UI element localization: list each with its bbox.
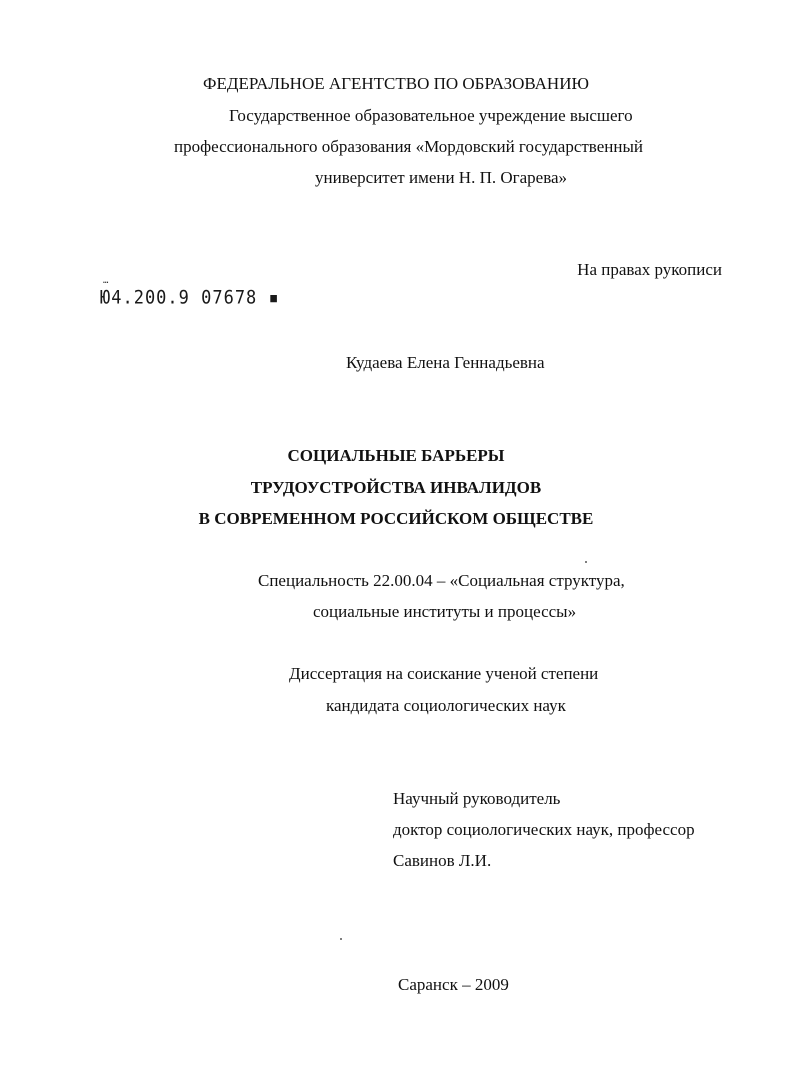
dissertation-title-line-1: СОЦИАЛЬНЫЕ БАРЬЕРЫ: [287, 446, 505, 465]
library-stamp-number: Ю4.200.9 07678 ▪: [100, 287, 280, 309]
dissertation-title-line-2: ТРУДОУСТРОЙСТВА ИНВАЛИДОВ: [250, 478, 542, 497]
specialty-line-2: социальные институты и процессы»: [313, 602, 577, 621]
stamp-marks: …: [103, 276, 110, 286]
author-name: Кудаева Елена Геннадьевна: [346, 353, 545, 372]
place-year: Саранск – 2009: [398, 975, 509, 994]
degree-line-2: кандидата социологических наук: [326, 696, 566, 715]
institution-line-3: университет имени Н. П. Огарева»: [315, 168, 568, 187]
advisor-degree: доктор социологических наук, профессор: [393, 820, 695, 839]
manuscript-note: На правах рукописи: [577, 260, 722, 279]
specialty-line-1: Специальность 22.00.04 – «Социальная структура,: [258, 571, 625, 590]
advisor-name: Савинов Л.И.: [393, 851, 492, 870]
institution-line-1: Государственное образовательное учреждение высшего: [229, 106, 633, 125]
degree-line-1: Диссертация на соискание ученой степени: [289, 664, 599, 683]
institution-line-2: профессионального образования «Мордовский государственный: [174, 137, 643, 156]
scan-speck: [585, 561, 587, 563]
agency-name: ФЕДЕРАЛЬНОЕ АГЕНТСТВО ПО ОБРАЗОВАНИЮ: [203, 74, 589, 93]
dissertation-title-line-3: В СОВРЕМЕННОМ РОССИЙСКОМ ОБЩЕСТВЕ: [198, 509, 594, 528]
scan-speck: [340, 938, 342, 940]
advisor-label: Научный руководитель: [393, 789, 561, 808]
